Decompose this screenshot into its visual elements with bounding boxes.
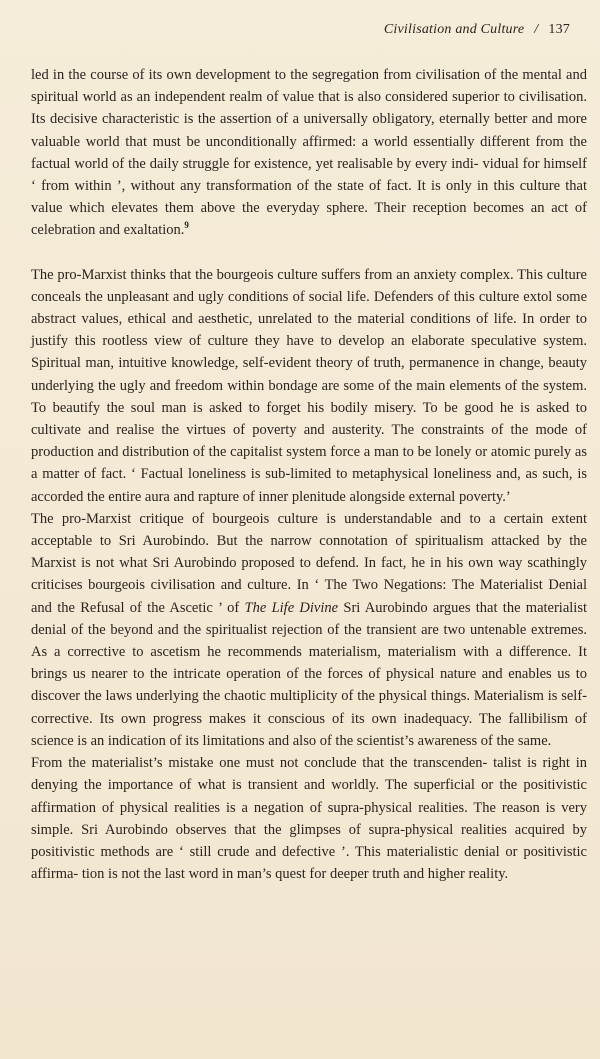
paragraph-1 bbox=[31, 64, 587, 242]
paragraph-3-text-after-title: Sri Aurobindo argues that the materialist denial of the beyond and the spiritualist rejection of the transient are two untenable extremes. As a corrective to ascetism he recommends materialism, materialism with a difference. It brings us nearer to the intricate operation of the forces of physical nature and enables us to discover the laws underlying the chaotic multiplicity of the physical things. Materialism is self-corrective. Its own progress makes it conscious of its own inadequacy. The fallibilism of science is an indication of its limitations and also of the scientist’s awareness of the same. bbox=[31, 599, 587, 749]
footnote-marker: 9 bbox=[184, 220, 189, 231]
paragraph-2: The pro-Marxist thinks that the bourgeois culture suffers from an anxiety complex. This culture conceals the unpleasant and ugly conditions of social life. Defenders of this culture extol some abstract values, ethical and aesthetic, unrelated to the material conditions of life. In order to justify this rootless view of culture they have to develop an elaborate speculative system. Spiritual man, intuitive knowledge, self-evident theory of truth, permanence in change, beauty underlying the ugly and freedom within bondage are some of the main elements of the system. To beautify the soul man is asked to forget his bodily misery. To be good he is asked to cultivate and realise the virtues of poverty and austerity. The constraints of the mode of production and distribution of the capitalist system force a man to be lonely or atomic purely as a matter of fact. ‘ Factual loneliness is sub-limited to metaphysical loneliness and, as such, is accorded the entire aura and rapture of inner plenitude alongside external poverty.’ bbox=[31, 266, 587, 505]
body-text bbox=[31, 64, 587, 885]
page-number: 137 bbox=[548, 22, 570, 37]
running-head-separator: / bbox=[534, 22, 539, 37]
paragraph-3 bbox=[31, 508, 587, 752]
running-title: Civilisation and Culture bbox=[383, 22, 525, 37]
paragraph-1-text: led in the course of its own development to the segregation from civilisation of the mental and spiritual world as an independent realm of value that is also considered superior to civilisation. Its decisive characteristic is the assertion of a universally obligatory, eternally better and more valuable world that must be unconditionally affirmed: a world essentially different from the factual world of the daily struggle for existence, yet realisable by every indi- vidual for himself ‘ from within ’, without any transformation of the state of fact. It is only in this culture that value which elevates them above the everyday sphere. Their reception becomes an act of celebration and exaltation. bbox=[31, 67, 587, 239]
running-head bbox=[384, 22, 570, 38]
book-title-the-life-divine: The Life Divine bbox=[244, 599, 339, 616]
paragraph-4: From the materialist’s mistake one must not conclude that the transcenden- talist is right in denying the importance of what is transient and worldly. The superficial or the positivistic affirmation of physical realities is a negation of supra-physical realities. The reason is very simple. Sri Aurobindo observes that the glimpses of supra-physical realities acquired by positivistic methods are ‘ still crude and defective ’. This materialistic denial or positivistic affirma- tion is not the last word in man’s quest for deeper truth and higher reality. bbox=[31, 755, 587, 883]
paragraph-3-text-before-title: The pro-Marxist critique of bourgeois culture is understandable and to a certain extent acceptable to Sri Aurobindo. But the narrow connotation of spiritualism attacked by the Marxist is not what Sri Aurobindo proposed to defend. In fact, he in his own way scathingly criticises bourgeois civilisation and culture. In ‘ The Two Negations: The Materialist Denial and the Refusal of the Ascetic ’ of bbox=[31, 510, 587, 616]
